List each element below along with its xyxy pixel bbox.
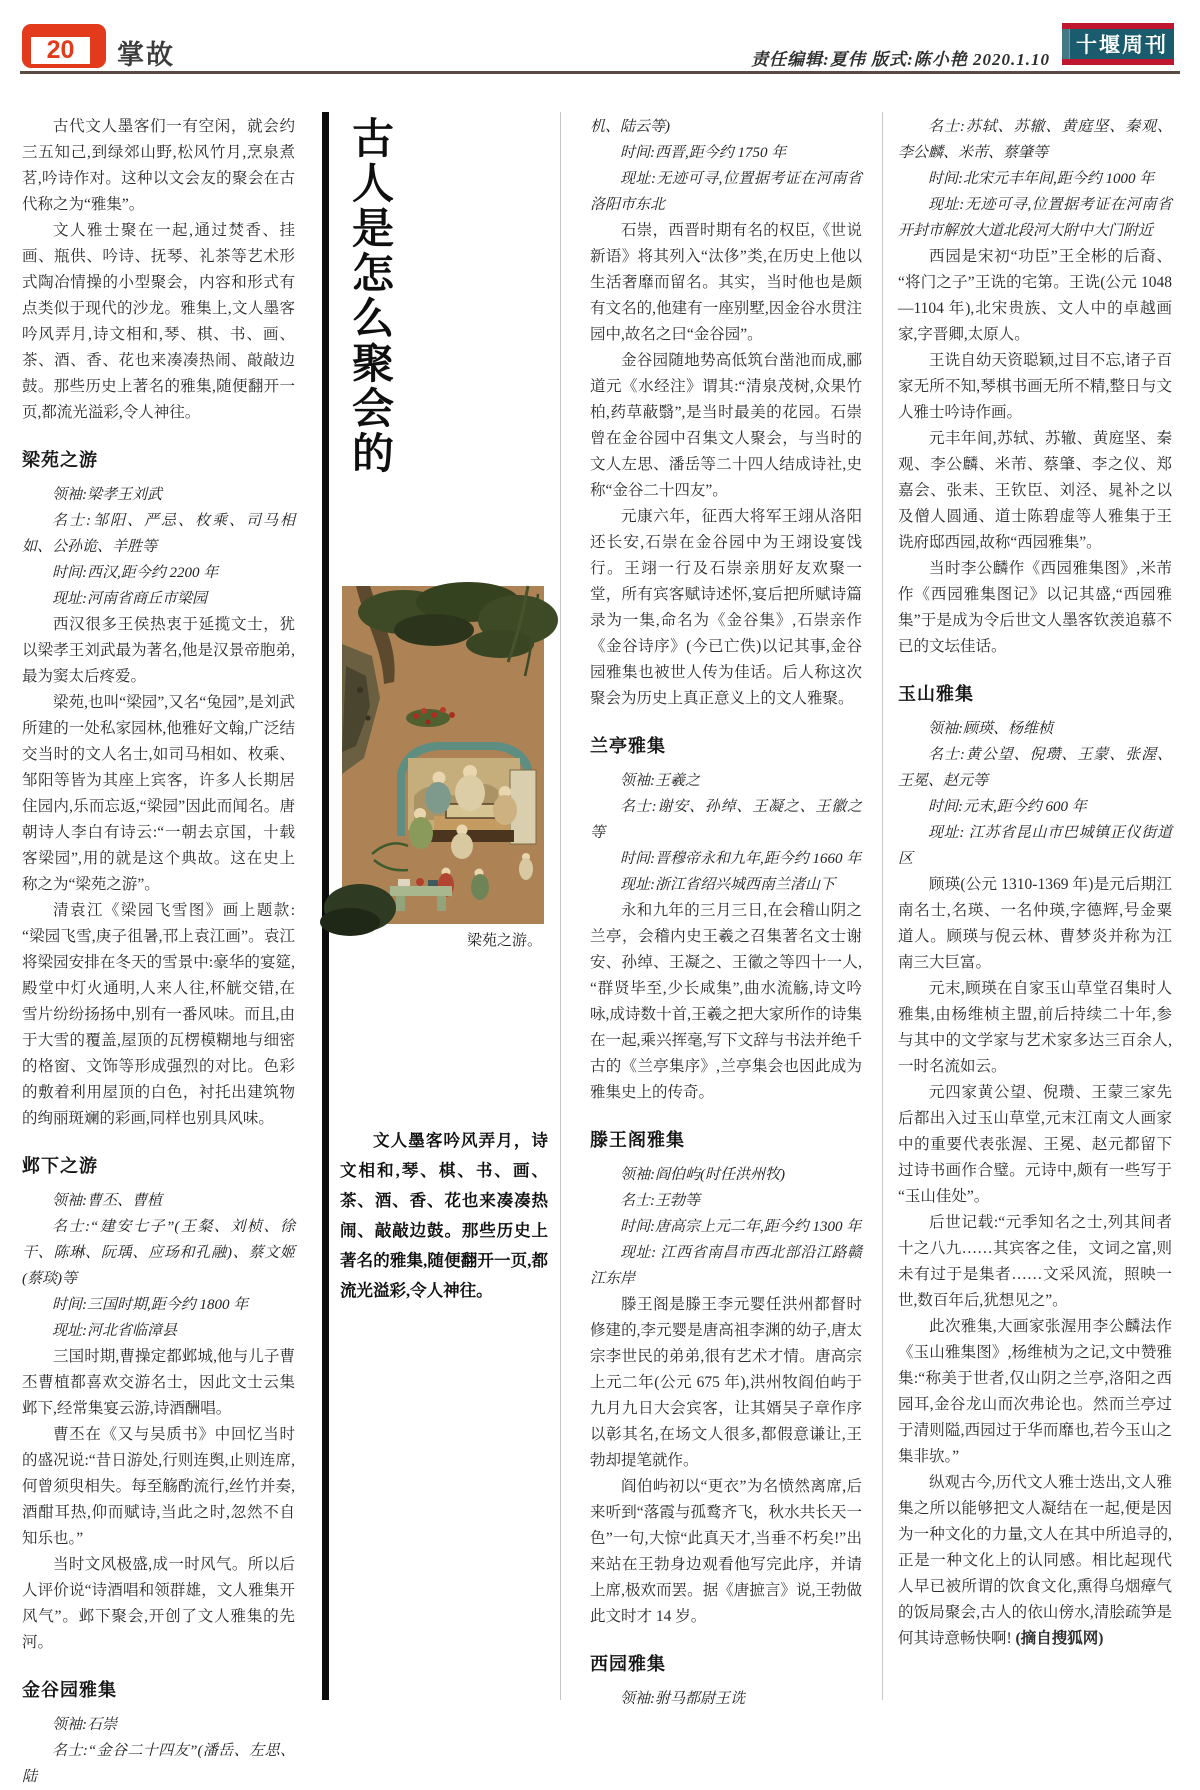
body-paragraph: 金谷园随地势高低筑台凿池而成,郦道元《水经注》谓其:“清泉茂树,众果竹柏,药草蔽翳”,是当时最美的花园。石崇曾在金谷园中召集文人聚会，与当时的文人左思、潘岳等二十四人结成诗社,史称“金谷二十四友”。 xyxy=(590,352,862,499)
column-1 xyxy=(22,100,295,1785)
body-paragraph: 阎伯屿初以“更衣”为名愤然离席,后来听到“落霞与孤鹜齐飞，秋水共长天一色”一句,大惊“此真天才,当垂不朽矣!”出来站在王勃身边观看他写完此序，并请上席,极欢而罢。据《唐摭言》说,王勃做此文时才 14 岁。 xyxy=(590,1478,862,1625)
meta-line: 领袖:顾瑛、杨维桢 xyxy=(928,721,1053,737)
body-paragraph: 元康六年，征西大将军王翊从洛阳还长安,石崇在金谷园中为王翊设宴饯行。王翊一行及石崇亲朋好友欢聚一堂，所有宾客赋诗述怀,宴后把所赋诗篇录为一集,命名为《金谷集》,石崇亲作《金谷诗序》(今已亡佚)以记其事,金谷园雅集也被世人传为佳话。后人称这次聚会为历史上真正意义上的文人雅聚。 xyxy=(590,508,862,707)
section-heading: 西园雅集 xyxy=(590,1654,666,1674)
source-credit: (摘自搜狐网) xyxy=(1015,1630,1104,1647)
body-paragraph xyxy=(898,1470,1172,1652)
meta-line: 领袖:石崇 xyxy=(52,1717,117,1733)
meta-line: 时间:西晋,距今约 1750 年 xyxy=(620,145,787,161)
masthead-side-strip xyxy=(1062,29,1070,59)
column-separator xyxy=(560,112,561,1700)
body-paragraph: 元四家黄公望、倪瓒、王蒙三家先后都出入过玉山草堂,元末江南文人画家中的重要代表张渥、王冕、赵元都留下过诗书画作合璧。元诗中,颇有一些写于“玉山佳处”。 xyxy=(898,1084,1172,1205)
section-heading: 邺下之游 xyxy=(22,1156,98,1176)
editor-credits: 责任编辑:夏伟 版式:陈小艳 2020.1.10 xyxy=(751,50,1050,69)
meta-line: 名士:“建安七子”(王粲、刘桢、徐干、陈琳、阮瑀、应玚和孔融)、蔡文姬(蔡琰)等 xyxy=(22,1219,295,1287)
meta-line: 现址: 江苏省昆山市巴城镇正仪街道区 xyxy=(898,825,1172,867)
column-separator xyxy=(882,112,883,1700)
body-paragraph: 清袁江《梁园飞雪图》画上题款:“梁园飞雪,庚子徂暑,邗上袁江画”。袁江将梁园安排在冬天的雪景中:豪华的宴筵,殿堂中灯火通明,人来人往,杯觥交错,在雪片纷纷扬扬中,别有一番风味。而且,由于大雪的覆盖,屋顶的瓦楞模糊地与细密的格窗、文饰等形成强烈的对比。色彩的敷着利用屋顶的白色，衬托出建筑物的绚丽斑斓的彩画,同样也别具风味。 xyxy=(22,902,295,1127)
meta-line: 时间:北宋元丰年间,距今约 1000 年 xyxy=(928,171,1155,187)
body-paragraph: 梁苑,也叫“梁园”,又名“兔园”,是刘武所建的一处私家园林,他雅好文翰,广泛结交当时的文人名士,如司马相如、枚乘、邹阳等皆为其座上宾客，许多人长期居住园内,乐而忘返,“梁园”因此而闻名。唐朝诗人李白有诗云:“一朝去京国，十载客梁园”,用的就是这个典故。这在史上称之为“梁苑之游”。 xyxy=(22,694,295,893)
section-heading: 滕王阁雅集 xyxy=(590,1130,685,1150)
meta-line: 领袖:曹丕、曹植 xyxy=(52,1193,162,1209)
section-heading: 玉山雅集 xyxy=(898,684,974,704)
section-heading: 金谷园雅集 xyxy=(22,1680,117,1700)
body-paragraph: 西汉很多王侯热衷于延揽文士，犹以梁孝王刘武最为著名,他是汉景帝胞弟,最为窦太后疼爱。 xyxy=(22,616,295,685)
body-paragraph: 文人雅士聚在一起,通过焚香、挂画、瓶供、吟诗、抚琴、礼茶等艺术形式陶冶情操的小型聚会，内容和形式有点类似于现代的沙龙。雅集上,文人墨客吟风弄月,诗文相和,琴、棋、书、画、茶、酒、香、花也来凑凑热闹、敲敲边鼓。那些历史上著名的雅集,随便翻开一页,都流光溢彩,令人神往。 xyxy=(22,222,295,421)
article-title: 古人是怎么聚会的 xyxy=(346,116,392,476)
body-paragraph: 永和九年的三月三日,在会稽山阴之兰亭，会稽内史王羲之召集著名文士谢安、孙绰、王凝之、王徽之等四十一人,“群贤毕至,少长咸集”,曲水流觞,诗文吟咏,成诗数十首,王羲之把大家所作的诗集在一起,乘兴挥毫,写下文辞与书法并绝千古的《兰亭集序》,兰亭集会也因此成为雅集史上的传奇。 xyxy=(590,902,862,1101)
body-paragraph: 元丰年间,苏轼、苏辙、黄庭坚、秦观、李公麟、米芾、蔡肇、李之仪、郑嘉会、张耒、王钦臣、刘泾、晁补之以及僧人圆通、道士陈碧虚等人雅集于王诜府邸西园,故称“西园雅集”。 xyxy=(898,430,1172,551)
masthead-logo xyxy=(1062,23,1174,65)
body-paragraph-text: 纵观古今,历代文人雅士迭出,文人雅集之所以能够把文人凝结在一起,便是因为一种文化的力量,文人在其中所追寻的,正是一种文化上的认同感。相比起现代人早已被所谓的饮食文化,熏得乌烟瘴气的饭局聚会,古人的依山傍水,清脍疏笋是何其诗意畅快啊! xyxy=(898,1474,1172,1647)
promo-paragraph: 文人墨客吟风弄月，诗文相和,琴、棋、书、画、茶、酒、香、花也来凑凑热闹、敲敲边鼓。那些历史上著名的雅集,随便翻开一页,都流光溢彩,令人神往。 xyxy=(340,1131,548,1300)
meta-line: 现址:无迹可寻,位置据考证在河南省开封市解放大道北段河大附中大门附近 xyxy=(898,197,1172,239)
painting-caption: 梁苑之游。 xyxy=(466,933,542,949)
meta-line: 现址:河北省临漳县 xyxy=(52,1323,177,1339)
painting-figure xyxy=(342,586,544,953)
column-2 xyxy=(590,100,862,1706)
meta-line: 现址: 江西省南昌市西北部沿江路赣江东岸 xyxy=(590,1245,862,1287)
body-paragraph: 曹丕在《又与吴质书》中回忆当时的盛况说:“昔日游处,行则连舆,止则连席,何曾须臾相失。每至觞酌流行,丝竹并奏,酒酣耳热,仰而赋诗,当此之时,忽然不自知乐也。” xyxy=(22,1426,295,1547)
body-paragraph: 石崇，西晋时期有名的权臣,《世说新语》将其列入“汰侈”类,在历史上他以生活奢靡而留名。其实，当时他也是颇有文名的,他建有一座别墅,因金谷水贯注园中,故名之曰“金谷园”。 xyxy=(590,222,862,343)
masthead-title: 十堰周刊 xyxy=(1076,33,1168,57)
center-column xyxy=(338,100,548,1706)
page-number: 20 xyxy=(31,37,90,64)
section-heading: 兰亭雅集 xyxy=(590,736,666,756)
body-paragraph: 后世记载:“元季知名之士,列其间者十之八九……其宾客之佳，文词之富,则未有过于是集者……文采风流，照映一世,数百年后,犹想见之”。 xyxy=(898,1214,1172,1309)
meta-line: 名士:“金谷二十四友”(潘岳、左思、陆 xyxy=(22,1743,295,1785)
body-paragraph: 滕王阁是滕王李元婴任洪州都督时修建的,李元婴是唐高祖李渊的幼子,唐太宗李世民的弟弟,很有艺术才情。唐高宗上元二年(公元 675 年),洪州牧阎伯屿于九月九日大会宾客，让其婿吴子章作序以彰其名,在场文人很多,都假意谦让,王勃却提笔就作。 xyxy=(590,1296,862,1469)
column-3 xyxy=(898,100,1172,1706)
body-paragraph: 当时文风极盛,成一时风气。所以后人评价说“诗酒唱和领群雄，文人雅集开风气”。邺下聚会,开创了文人雅集的先河。 xyxy=(22,1556,295,1651)
page-number-badge xyxy=(22,24,106,68)
meta-line: 时间:元末,距今约 600 年 xyxy=(928,799,1087,815)
meta-line: 领袖:驸马都尉王诜 xyxy=(620,1691,745,1707)
meta-line: 现址:无迹可寻,位置据考证在河南省洛阳市东北 xyxy=(590,171,862,213)
meta-line: 现址:浙江省绍兴城西南兰渚山下 xyxy=(620,877,835,893)
section-heading: 梁苑之游 xyxy=(22,450,98,470)
meta-line: 时间:唐高宗上元二年,距今约 1300 年 xyxy=(620,1219,862,1235)
meta-line-continued: 机、陆云等) xyxy=(590,119,670,135)
header-rule xyxy=(20,71,1180,74)
body-paragraph: 当时李公麟作《西园雅集图》,米芾作《西园雅集图记》以记其盛,“西园雅集”于是成为令后世文人墨客钦羡追慕不已的文坛佳话。 xyxy=(898,560,1172,655)
body-paragraph: 顾瑛(公元 1310-1369 年)是元后期江南名士,名瑛、一名仲瑛,字德辉,号金粟道人。顾瑛与倪云林、曹梦炎并称为江南三大巨富。 xyxy=(898,876,1172,971)
meta-line: 名士:苏轼、苏辙、黄庭坚、秦观、李公麟、米芾、蔡肇等 xyxy=(898,119,1172,161)
meta-line: 时间:三国时期,距今约 1800 年 xyxy=(52,1297,249,1313)
meta-line: 名士:黄公望、倪瓒、王蒙、张渥、王冕、赵元等 xyxy=(898,747,1172,789)
body-paragraph: 王诜自幼天资聪颖,过目不忘,诸子百家无所不知,琴棋书画无所不精,整日与文人雅士吟诗作画。 xyxy=(898,352,1172,421)
body-paragraph: 三国时期,曹操定都邺城,他与儿子曹丕曹植都喜欢交游名士，因此文士云集邺下,经常集宴云游,诗酒酬唱。 xyxy=(22,1348,295,1417)
meta-line: 名士:谢安、孙绰、王凝之、王徽之等 xyxy=(590,799,862,841)
liangyuan-painting-image xyxy=(342,586,544,924)
meta-line: 时间:晋穆帝永和九年,距今约 1660 年 xyxy=(620,851,862,867)
body-paragraph: 西园是宋初“功臣”王全彬的后裔、“将门之子”王诜的宅第。王诜(公元 1048—1104 年),北宋贵族、文人中的卓越画家,字晋卿,太原人。 xyxy=(898,248,1172,343)
meta-line: 时间:西汉,距今约 2200 年 xyxy=(52,565,219,581)
meta-line: 领袖:梁孝王刘武 xyxy=(52,487,162,503)
meta-line: 领袖:王羲之 xyxy=(620,773,700,789)
section-title: 掌故 xyxy=(117,40,175,70)
meta-line: 现址:河南省商丘市梁园 xyxy=(52,591,207,607)
body-paragraph: 元末,顾瑛在自家玉山草堂召集时人雅集,由杨维桢主盟,前后持续二十年,参与其中的文学家与艺术家多达三百余人,一时名流如云。 xyxy=(898,980,1172,1075)
body-paragraph: 此次雅集,大画家张渥用李公麟法作《玉山雅集图》,杨维桢为之记,文中赞雅集:“称美于世者,仅山阴之兰亭,洛阳之西园耳,金谷龙山而次弗论也。然而兰亭过于清则隘,西园过于华而靡也,若今玉山之集非欤。” xyxy=(898,1318,1172,1465)
meta-line: 领袖:阎伯屿(时任洪州牧) xyxy=(620,1167,785,1183)
meta-line: 名士:王勃等 xyxy=(620,1193,700,1209)
body-paragraph: 古代文人墨客们一有空闲，就会约三五知己,到绿郊山野,松风竹月,烹泉煮茗,吟诗作对。这种以文会友的聚会在古代称之为“雅集”。 xyxy=(22,118,295,213)
meta-line: 名士:邹阳、严忌、枚乘、司马相如、公孙诡、羊胜等 xyxy=(22,513,295,555)
